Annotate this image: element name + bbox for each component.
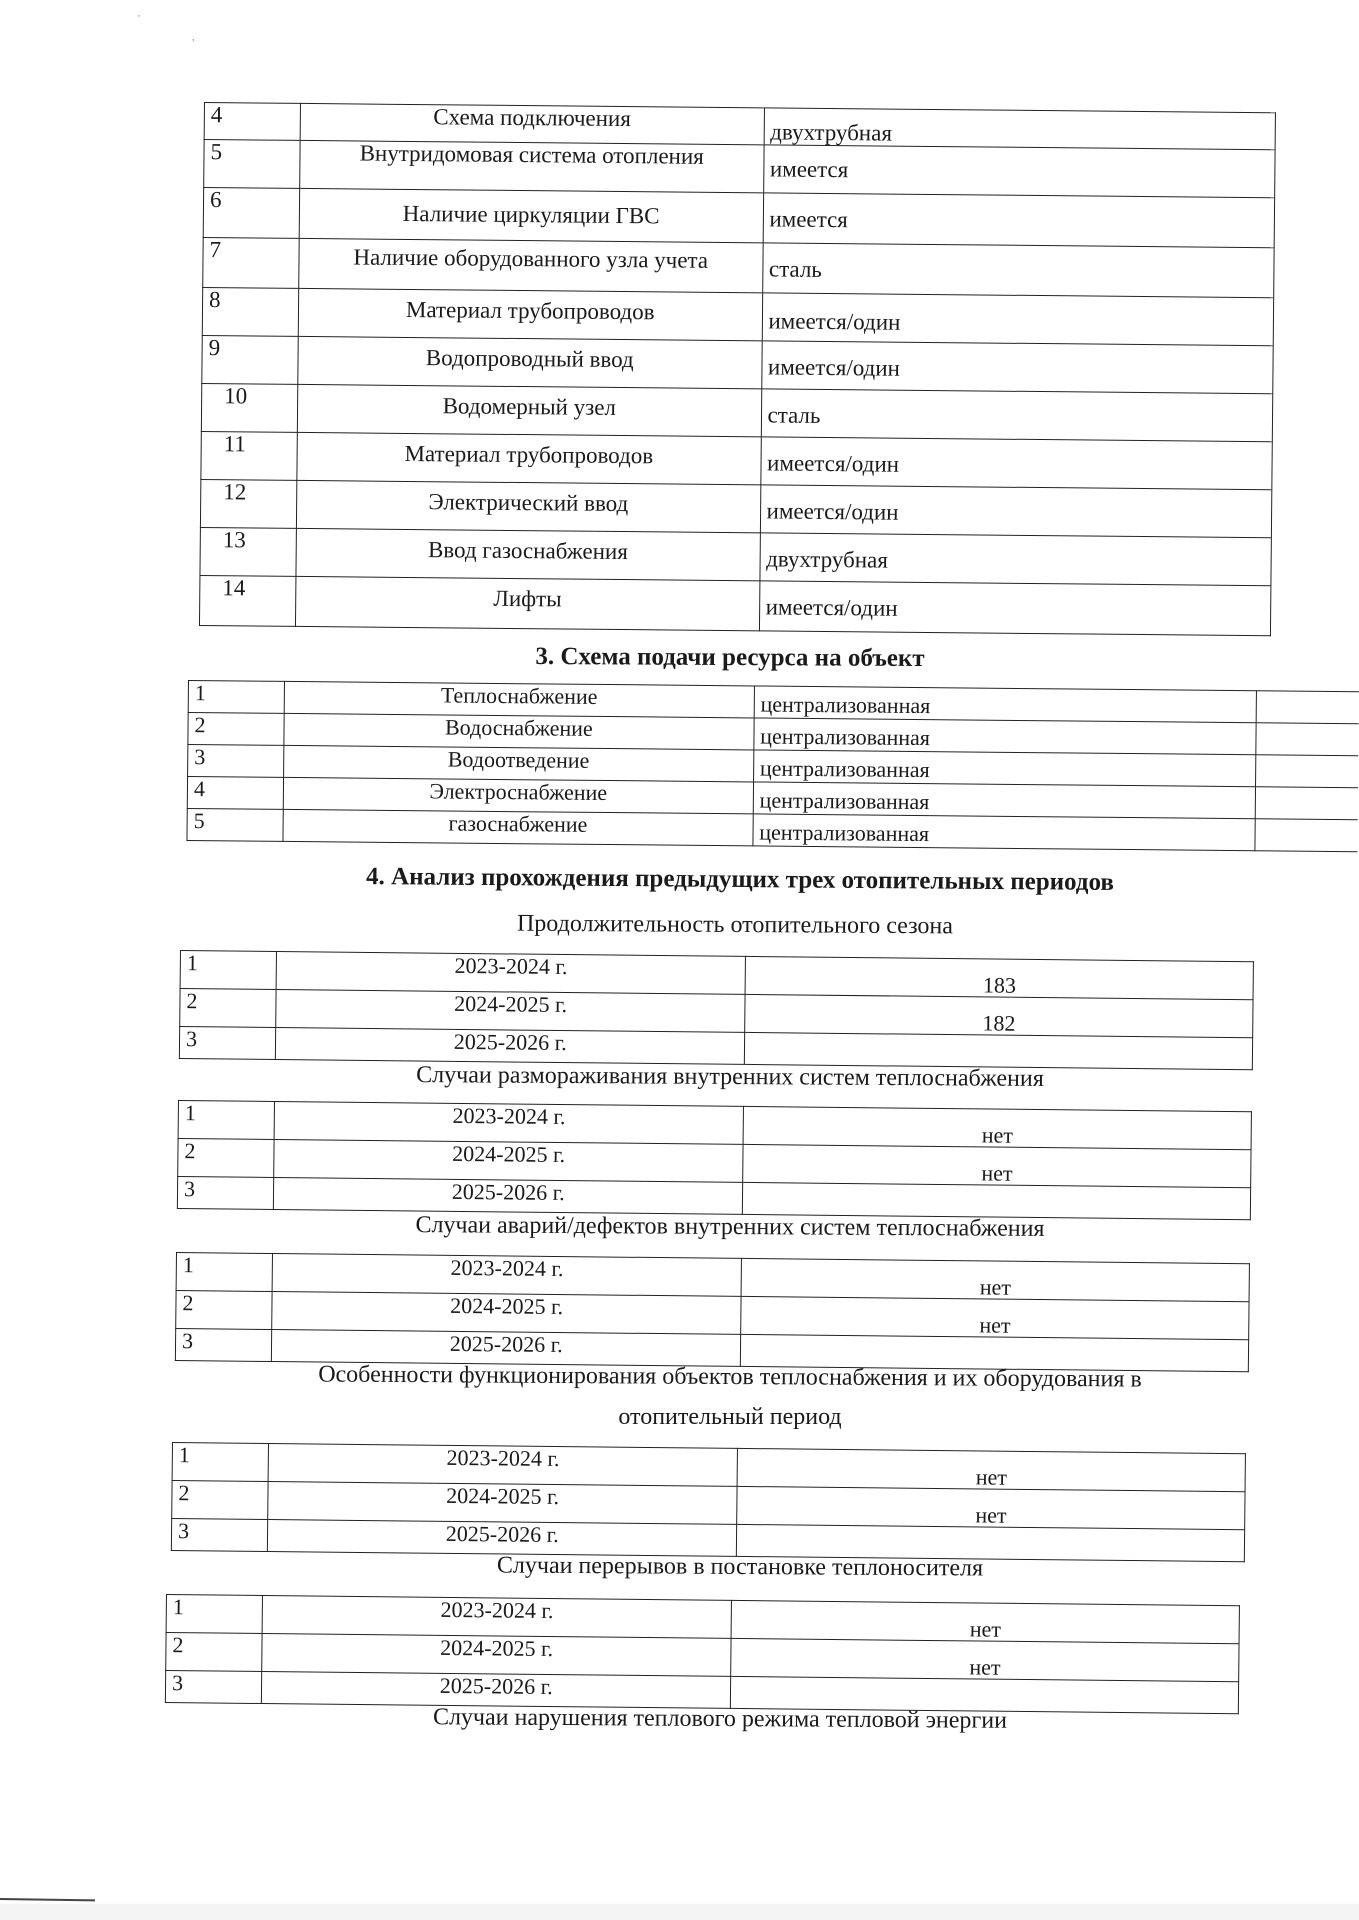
row-value: двухтрубная: [764, 108, 1276, 150]
row-period: 2024-2025 г.: [276, 990, 746, 1033]
row-name: газоснабжение: [283, 809, 753, 846]
row-name: Наличие циркуляции ГВС: [299, 189, 763, 243]
row-period: 2025-2026 г.: [275, 1028, 745, 1065]
accidents-defects-table: [175, 1252, 1250, 1372]
row-number: 4: [187, 777, 283, 810]
row-period: 2025-2026 г.: [267, 1520, 737, 1557]
row-number: 1: [180, 951, 276, 990]
table-caption: Продолжительность отопительного сезона: [516, 910, 954, 940]
row-value: имеется/один: [759, 581, 1271, 636]
row-name: Водомерный узел: [297, 385, 761, 437]
row-value: сталь: [762, 243, 1274, 298]
table-caption: Случаи размораживания внутренних систем теплоснабжения: [416, 1062, 1044, 1092]
row-period: 2023-2024 г.: [274, 1102, 744, 1145]
row-period: 2025-2026 г.: [261, 1672, 731, 1709]
table-caption: Случаи перерывов в постановке теплоносителя: [496, 1552, 984, 1582]
coolant-interruptions-table: [165, 1594, 1240, 1714]
row-value: имеется/один: [760, 485, 1272, 538]
row-value: централизованная: [753, 814, 1255, 851]
row-number: 2: [180, 989, 276, 1028]
operation-features-table: [171, 1442, 1246, 1562]
row-value: имеется/один: [761, 341, 1273, 394]
row-name: Электроснабжение: [283, 777, 753, 814]
row-number: 1: [178, 1101, 274, 1140]
row-name: Водопроводный ввод: [298, 337, 762, 389]
table-caption: Случаи аварий/дефектов внутренних систем теплоснабжения: [415, 1212, 1045, 1242]
scan-speck: ,: [192, 32, 195, 43]
scan-edge-line: [0, 1898, 95, 1901]
row-number: 2: [166, 1633, 262, 1672]
empty-cell: [1255, 755, 1358, 788]
row-number: 14: [199, 576, 295, 627]
row-number: 3: [188, 745, 284, 778]
row-number: 3: [171, 1519, 267, 1552]
row-name: Наличие оборудованного узла учета: [299, 239, 763, 293]
row-value: нет: [738, 1448, 1246, 1491]
table-caption-line1: Особенности функционирования объектов теплоснабжения и их оборудования в: [318, 1361, 1142, 1393]
row-number: 3: [175, 1329, 271, 1362]
freezing-cases-table: [177, 1100, 1252, 1220]
row-number: 1: [172, 1443, 268, 1482]
row-number: 1: [176, 1253, 272, 1292]
row-value: нет: [743, 1145, 1251, 1188]
row-number: 2: [172, 1481, 268, 1520]
row-period: 2023-2024 г.: [272, 1254, 742, 1297]
row-value: централизованная: [754, 718, 1256, 755]
row-number: 2: [176, 1291, 272, 1330]
row-period: 2024-2025 г.: [272, 1292, 742, 1335]
row-name: Теплоснабжение: [284, 681, 754, 718]
row-number: 1: [166, 1595, 262, 1634]
row-period: 2025-2026 г.: [273, 1178, 743, 1215]
empty-cell: [1254, 819, 1357, 852]
row-value: 183: [746, 956, 1254, 999]
resource-supply-table: [186, 680, 1358, 852]
empty-cell: [1255, 723, 1358, 756]
section-3-heading: 3. Схема подачи ресурса на объект: [535, 642, 925, 673]
row-value: нет: [744, 1106, 1252, 1149]
empty-cell: [1255, 787, 1358, 820]
row-value: имеется: [763, 145, 1275, 198]
row-number: 13: [200, 528, 296, 577]
row-period: 2024-2025 г.: [274, 1140, 744, 1183]
row-value: имеется/один: [760, 437, 1272, 490]
row-value: 182: [745, 995, 1253, 1038]
row-value: двухтрубная: [759, 533, 1271, 586]
row-number: 10: [201, 384, 297, 433]
row-value: централизованная: [754, 686, 1256, 723]
row-number: 9: [202, 336, 298, 385]
row-number: 8: [202, 288, 298, 337]
table-caption-line2: отопительный период: [618, 1404, 842, 1430]
row-value: нет: [741, 1297, 1249, 1340]
row-number: 4: [204, 103, 300, 141]
row-period: 2023-2024 г.: [276, 952, 746, 995]
empty-cell: [1256, 691, 1359, 724]
heating-season-duration-table: [179, 950, 1254, 1070]
row-name: Внутридомовая система отопления: [300, 141, 764, 193]
row-name: Лифты: [295, 577, 759, 631]
row-name: Материал трубопроводов: [298, 289, 762, 341]
row-period: 2024-2025 г.: [262, 1634, 732, 1677]
scan-speck: ': [138, 14, 140, 25]
row-value: имеется: [763, 193, 1275, 248]
row-number: 2: [178, 1139, 274, 1178]
row-period: 2024-2025 г.: [268, 1482, 738, 1525]
row-period: 2025-2026 г.: [271, 1330, 741, 1367]
table-row: [199, 576, 1270, 636]
row-period: 2023-2024 г.: [268, 1444, 738, 1487]
row-number: 2: [188, 713, 284, 746]
row-number: 6: [203, 188, 299, 239]
row-value: централизованная: [753, 750, 1255, 787]
row-number: 1: [188, 681, 284, 714]
trailing-caption: Случаи нарушения теплового режима тепловой энергии: [432, 1704, 1008, 1734]
row-value: нет: [742, 1258, 1250, 1301]
row-value: имеется/один: [762, 293, 1274, 346]
row-name: Водоснабжение: [284, 713, 754, 750]
row-number: 12: [200, 480, 296, 529]
row-period: 2023-2024 г.: [262, 1596, 732, 1639]
row-value: централизованная: [753, 782, 1255, 819]
row-number: 5: [187, 808, 283, 841]
row-value: сталь: [761, 389, 1273, 442]
row-number: 7: [203, 238, 299, 289]
row-number: 3: [177, 1177, 273, 1210]
row-name: Водоотведение: [284, 745, 754, 782]
row-value: нет: [732, 1600, 1240, 1643]
row-number: 3: [165, 1671, 261, 1704]
row-value: нет: [731, 1639, 1239, 1682]
row-value: нет: [737, 1487, 1245, 1530]
row-name: Материал трубопроводов: [297, 433, 761, 485]
scan-bottom-margin: [0, 1904, 1359, 1920]
row-name: Электрический ввод: [296, 481, 760, 533]
section-4-heading: 4. Анализ прохождения предыдущих трех отопительных периодов: [366, 863, 1114, 896]
equipment-table: [199, 102, 1276, 636]
row-number: 5: [204, 140, 300, 189]
row-number: 11: [201, 432, 297, 481]
row-number: 3: [179, 1027, 275, 1060]
row-name: Схема подключения: [300, 103, 764, 145]
row-name: Ввод газоснабжения: [296, 529, 760, 581]
